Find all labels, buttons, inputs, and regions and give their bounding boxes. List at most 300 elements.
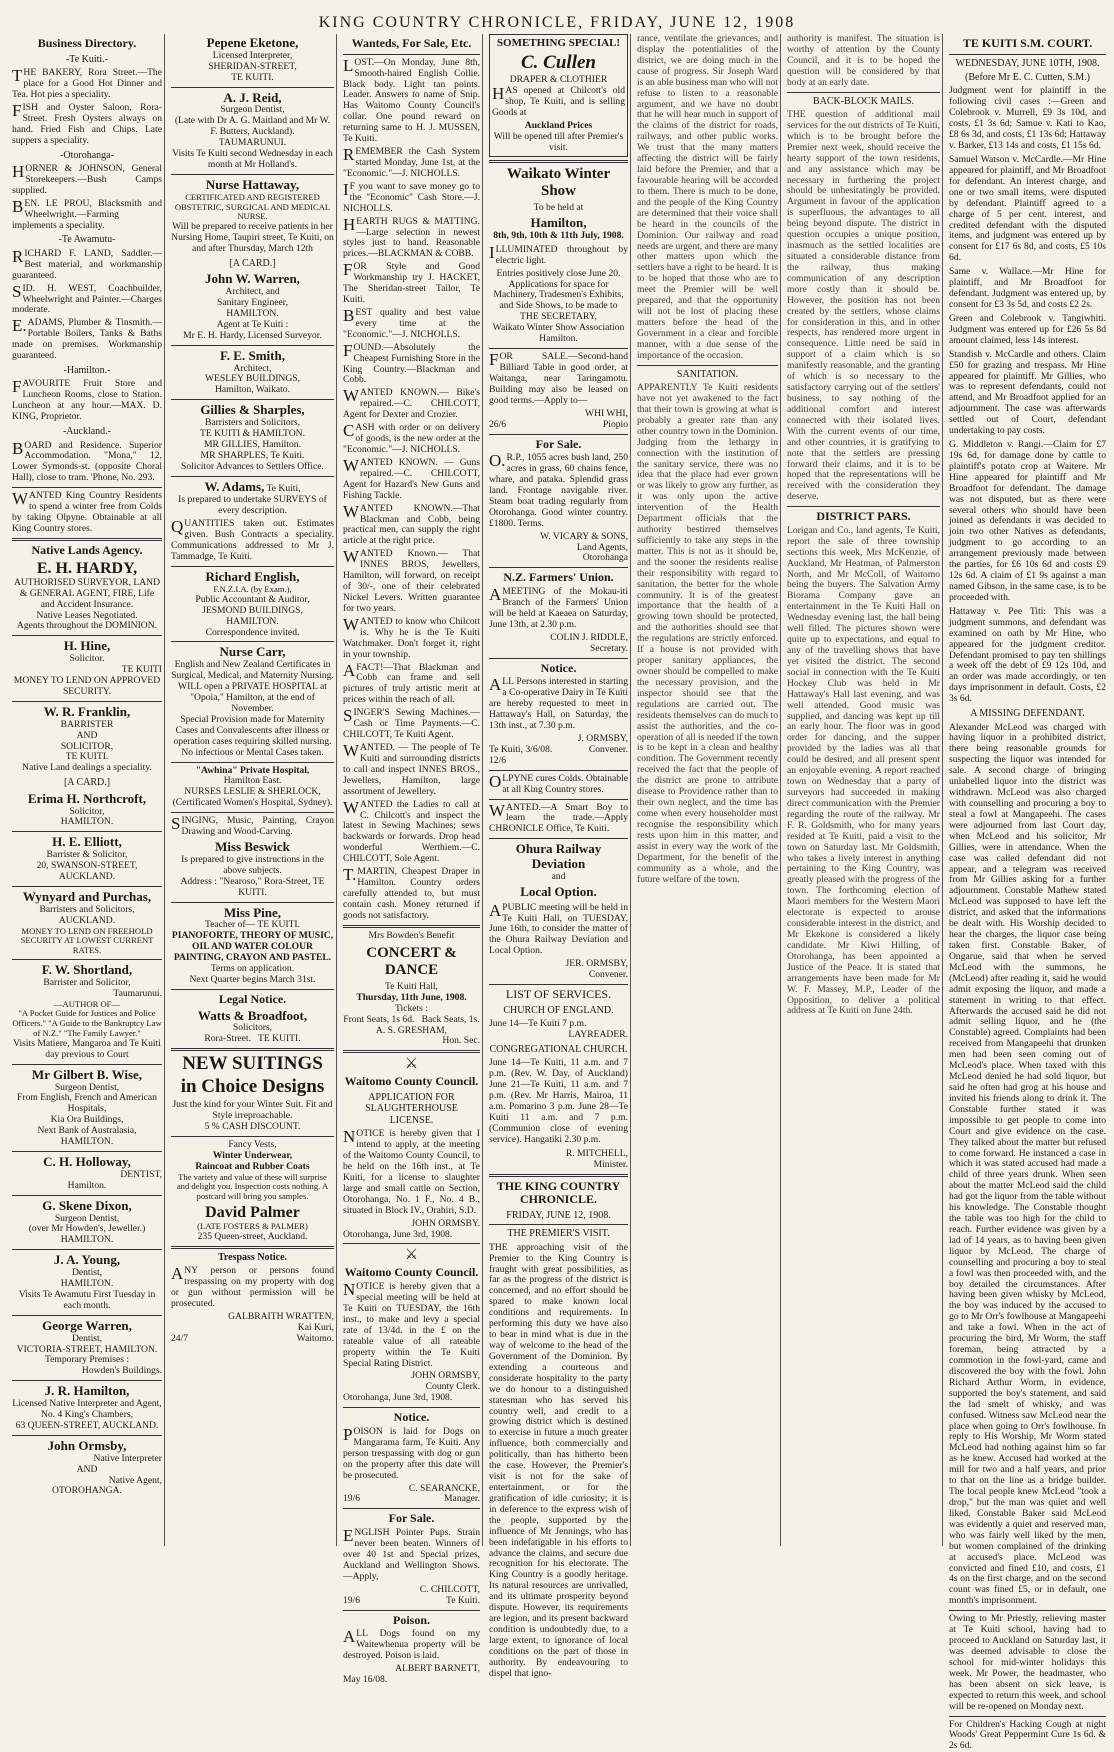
name: Miss Beswick xyxy=(215,839,290,855)
ad: AFACT!—That Blackman and Cobb can frame and sell pictures of truly artistic merit at prices within the reach of all. xyxy=(343,660,480,706)
text: Manager. xyxy=(444,1493,480,1505)
text: Dentist, xyxy=(71,1332,103,1344)
name: J. A. Young, xyxy=(53,1252,121,1268)
text: SOLICITOR, xyxy=(60,740,114,752)
card-english xyxy=(171,570,334,638)
ad: ALL Dogs found on my Waitewhenua property will be destroyed. Poison is laid. xyxy=(343,1627,480,1662)
ad-winter-show xyxy=(489,166,628,242)
text: AND xyxy=(76,1463,98,1475)
text: TE KUITI. xyxy=(231,71,274,83)
ad: WANTED KNOWN.—That Blackman and Cobb, being practical men, can supply the right article at the right price. xyxy=(343,501,480,547)
headline: Local Option. xyxy=(520,883,597,899)
text: June 14—Te Kuiti 7 p.m. xyxy=(489,1018,587,1030)
text: Terms on application. xyxy=(210,963,295,975)
text: TE KUITI xyxy=(121,664,162,676)
coat-of-arms-icon: ⚔ xyxy=(404,1247,419,1264)
text: TAUMARUNUI. xyxy=(218,137,287,149)
card-awhina xyxy=(171,766,334,810)
text: Is prepared to give instructions in the above subjects. xyxy=(181,853,324,876)
name: Watts & Broadfoot, xyxy=(197,1007,308,1023)
article-body: THE approaching visit of the Premier to the King Country is fraught with great possibilities, as far as the progress of the district is concerned, and no effort should be spared to make known local conditions and requirements. In performing this duty we have also to bear in mind what is due in the way of welcome to the head of the Government of the Dominion. By extending a courteous and considerate hospitality to the party we do honour to a distinguished statesman who has served his country well, and credit to a growing district which is destined to exercise in future a much greater influence, both commercially and politically, than has hitherto been the case. However, the Premier's visit is not for the sake of entertainment, or for the gratification of idle curiosity; it is in deference to the express wish of the people, supported by the influence of Mr Jennings, who has been indefatigable in his efforts to advance the claims, and secure due recognition for his electorate. The King Country is a goodly heritage. Its natural resources are unrivalled, and its ultimate prosperity beyond dispute. However, its requirements are legion, and its present backward condition is undoubtedly due, to a large extent, to ignorance of local conditions on the part of those in authority. By endeavouring to dispel that igno- xyxy=(489,1241,628,1679)
text: Waikato Winter Show Association xyxy=(492,322,625,334)
ad: WANTED the Ladies to call at C. Chilcott's and inspect the latest in Sewing Machines; sews backwards or forwards. Drop head wonderful Werthiem.—C. CHILCOTT, Sole Agent. xyxy=(343,797,480,865)
text: Surgeon Dentist, xyxy=(54,1081,120,1093)
text: MONEY TO LEND ON APPROVED SECURITY. xyxy=(13,675,161,697)
card-young xyxy=(12,1253,162,1312)
text: 235 Queen-street, xyxy=(197,1231,266,1243)
text: Visits Te Kuiti second Wednesday in each month at Mr Holland's. xyxy=(172,148,333,170)
card-dixon xyxy=(12,1199,162,1247)
card-reid xyxy=(171,91,334,171)
ad: SID. H. WEST, Coachbuilder, Wheelwright and Painter.—Charges moderate. xyxy=(12,281,162,316)
text: C. CHILCOTT, xyxy=(419,1583,480,1595)
name: F. W. Shortland, xyxy=(41,962,133,977)
text: 19/6 xyxy=(343,1594,361,1606)
card-hattaway xyxy=(171,178,334,255)
text: Convener. xyxy=(588,969,628,981)
section-heading: Wanteds, For Sale, Etc. xyxy=(351,36,472,50)
text: Hamilton. xyxy=(67,1179,107,1191)
text: 8th, 9th, 10th & 11th July, 1908. xyxy=(493,229,624,241)
text: AND xyxy=(76,729,98,741)
text: Kai Kuri, xyxy=(297,1322,334,1334)
card-franklin xyxy=(12,705,162,774)
article-body: Lorigan and Co., land agents, Te Kuiti, report the sale of three township sections this week, Mrs McKenzie, of Auckland, Mr Heatman, of Palmerston North, and Mr McColl, of Waitomo being the buyers. The Salvation Army Biorama Company gave an entertainment in the Te Kuiti Hall on Wednesday evening last, the hall being well filled. The pictures shown were quite up to expectations, and equal to any of the travelling shows that have yet visited the district. The second social in connection with the Te Kuiti Hockey Club was held in Mr Hattaway's Hall last evening, and was well attended. Good music was supplied, and dancing was kept up till an early hour. The floor was in good order for dancing, and the supper provided by the ladies was all that could be desired, and all present spent an enjoyable evening. A report reached town on Wednesday that a party of surveyors had succeeded in making direct communication with the Premier regarding the route of the railway. Mr F. R. Goldsmith, who for many years resided at Te Kuiti, paid a visit to the town on Saturday last. Mr Goldsmith, who takes a lively interest in anything pertaining to the King Country, was greatly pleased with the progress of the town. The forthcoming election of Maori members for the Western Maori electorate is expected to arouse considerable interest in the district, and Mr Ekekone is considered a likely candidate. Mr Kiwi Hilling, of Otorohanga, has been appointed a Justice of the Peace. It is stated that arrangements have been made for Mr W. F. Massey, M.P., Leader of the Opposition, to deliver a political address at Te Kuiti on June 24th. xyxy=(787,524,940,1017)
text: Licensed Interpreter, xyxy=(212,49,293,61)
card-warren xyxy=(12,1319,162,1378)
card-pine xyxy=(171,906,334,986)
text: Visits Matiere, Mangaroa and Te Kuiti day previous to Court xyxy=(13,1037,161,1060)
subheading: APPLICATION FOR SLAUGHTERHOUSE LICENSE. xyxy=(365,1092,458,1126)
text: Visits Te Awamutu First Tuesday in each month. xyxy=(18,1288,156,1311)
text: Native Agent, xyxy=(108,1474,162,1486)
column-cards xyxy=(164,34,334,1546)
text: Solicitor, xyxy=(69,805,105,817)
ad-bowden-benefit xyxy=(343,931,480,1048)
ad: LOST.—On Monday, June 8th, Smooth-haired English Collie. Black body. Light tan points. Leader. Answers to name of Snip. Has Waitomo County Council's collar. One pound reward on returning same to H. J. MUSSEN, Te Kuiti. xyxy=(343,55,480,145)
card-wynyard xyxy=(12,890,162,956)
text: (Certificated Women's Hospital, Sydney). xyxy=(172,797,333,809)
text: WHI WHI, xyxy=(585,407,628,419)
column-news xyxy=(780,34,940,1546)
ad: BOARD and Residence. Superior Accommodation. "Mona," 12, Lower Symonds-st. (opposite Choral Hall), close to tram. 'Phone, No. 293. xyxy=(12,438,162,484)
text: Hamilton East. xyxy=(223,775,282,787)
heading: Waitomo County Council. xyxy=(344,1265,479,1280)
name: Gillies & Sharples, xyxy=(200,402,305,418)
headline: Ohura Railway Deviation xyxy=(515,841,602,872)
text: Back Seats, 1s. xyxy=(421,1013,480,1025)
text: Hamilton. xyxy=(539,333,578,345)
name: David Palmer xyxy=(205,1204,300,1222)
ad: E.ADAMS, Plumber & Tinsmith.—Portable Boilers, Tanks & Baths made on premises. Workmanship guaranteed. xyxy=(12,316,162,362)
card-label: [A CARD.] xyxy=(229,257,276,269)
text: County Clerk. xyxy=(425,1381,480,1393)
ad: RICHARD F. LAND, Saddler.—Best material, and workmanship guaranteed. xyxy=(12,246,162,281)
text: Surgeon Dentist, xyxy=(220,104,285,116)
text: Convener. xyxy=(588,743,628,755)
date: FRIDAY, JUNE 12, 1908. xyxy=(506,1209,611,1221)
ad: BEST quality and best value every time at the "Economic."—J. NICHOLLS. xyxy=(343,305,480,340)
text: Licensed Native Interpreter and Agent, xyxy=(12,1398,162,1410)
text: Agent at Te Kuiti : xyxy=(216,318,289,330)
ad: WANTED KNOWN.— Bike's repaired.—C. CHILCOTT, Agent for Dexter and Crozier. xyxy=(343,386,480,421)
name: Richard English, xyxy=(205,569,300,585)
ad: IF you want to save money go to the "Economic" Cash Store.—J. NICHOLLS. xyxy=(343,179,480,214)
column-business-directory xyxy=(12,34,162,1546)
text: R. MITCHELL, xyxy=(565,1147,628,1159)
text: Applications for space for Machinery, Tradesmen's Exhibits, and Side Shows, to be made to xyxy=(493,278,624,312)
text: Otorohanga, June 3rd, 1908. xyxy=(343,1228,453,1240)
name: G. Skene Dixon, xyxy=(42,1197,132,1213)
text: Land Agents, xyxy=(576,541,628,553)
text: —AUTHOR OF— xyxy=(53,998,121,1009)
text: Waitomo. xyxy=(296,1332,334,1344)
text: Solicitors, xyxy=(232,1022,273,1034)
coat-of-arms-icon: ⚔ xyxy=(404,1056,419,1073)
text: Next Quarter begins March 31st. xyxy=(189,974,316,986)
text: Surgeon Dentist, xyxy=(54,1212,120,1224)
text: The variety and value of these will surprise and delight you. Inspection costs nothing. A postcard will bring you samples. xyxy=(176,1171,329,1202)
text: MONEY TO LEND ON FREEHOLD SECURITY AT LOWEST CURRENT RATES. xyxy=(20,925,154,956)
ad-cullen xyxy=(489,34,628,157)
name: H. Hine, xyxy=(63,638,111,654)
name: C. Cullen xyxy=(521,51,596,73)
article-body: Samuel Watson v. McCardle.—Mr Hine appeared for plaintiff, and Mr Broadfoot for defendant. An interest charge, and one or two small items, were disputed by defendant. Plaintiff agreed to a charge of 5 per cent. interest, and credited defendant with the disputed items, and judgment was entered up by consent for £17 6s 8d, and costs, £5 10s 6d. xyxy=(949,153,1106,264)
text: HAMILTON. xyxy=(60,816,114,828)
heading: Native Lands Agency. xyxy=(31,542,143,557)
text: 19/6 xyxy=(343,1493,361,1505)
text: HAMILTON. xyxy=(60,1136,114,1148)
name: W. R. Franklin, xyxy=(43,703,131,719)
text: DRAPER & CLOTHIER xyxy=(509,74,608,86)
text: Native Interpreter xyxy=(93,1452,162,1464)
card-jw-warren xyxy=(171,272,334,341)
text: Taumarunui. xyxy=(113,987,162,999)
text: HAMILTON. xyxy=(226,615,279,627)
name: Erima H. Northcroft, xyxy=(27,790,147,806)
article-title: SANITATION. xyxy=(676,368,739,380)
text: Barristers and Solicitors, xyxy=(204,417,301,429)
article-body: For Children's Hacking Cough at night Woods' Great Peppermint Cure 1s 6d. & 2s 6d. xyxy=(949,1718,1106,1752)
card-elliott xyxy=(12,835,162,883)
text: Native Land dealings a speciality. xyxy=(22,762,152,774)
date: WEDNESDAY, JUNE 10TH, 1908. xyxy=(955,57,1100,69)
text: Barrister & Solicitor, xyxy=(46,849,128,861)
text: AUCKLAND. xyxy=(58,914,116,926)
ad: T.MARTIN, Cheapest Draper in Hamilton. Country orders carefully attended to, but must contain cash. Money returned if goods not satisfactory. xyxy=(343,865,480,921)
text: No. 4 King's Chambers, xyxy=(40,1409,134,1420)
text: GALBRAITH WRATTEN, xyxy=(228,1311,334,1323)
text: HAMILTON. xyxy=(60,1234,114,1246)
text: Will be prepared to receive patients in her Nursing Home, Taupiri street, Te Kuiti, on and after Thursday, March 12th xyxy=(171,221,334,254)
ad: ALL Persons interested in starting a Co-operative Dairy in Te Kuiti are hereby requested to meet in Hattaway's Hall, on Saturday, the 13th inst., at 7.30 p.m. xyxy=(489,675,628,731)
card-beswick xyxy=(171,840,334,899)
text: CERTIFICATED AND REGISTERED OBSTETRIC, SURGICAL AND MEDICAL NURSE. xyxy=(174,191,331,222)
heading: Legal Notice. xyxy=(218,991,287,1006)
text: SHERIDAN-STREET, xyxy=(208,60,297,72)
card-ormsby xyxy=(12,1439,162,1498)
headline: NEW SUITINGS xyxy=(182,1053,323,1075)
ad: FOUND.—Absolutely the Cheapest Furnishing Store in the King Country.—Blackman and Cobb. xyxy=(343,340,480,386)
headline: SOMETHING SPECIAL! xyxy=(496,37,621,49)
card-hamilton xyxy=(12,1384,162,1432)
text: May 16/08. xyxy=(343,1673,388,1685)
article-body: rance, ventilate the grievances, and display the potentialities of the district, we are doing much in the cause of progress. Sir Joseph Ward is an able business man who will not refuse to listen to a reasonable argument, and we have no doubt that he will hear much in support of the claims of the district for roads, railways, and other public works. We trust that the many matters affecting the district will be fairly laid before the Premier, and that a favourable hearing will be accorded to them. There is much to be done, and the people of the King Country are determined that their voice shall be heard in the councils of the Dominion. Our railway and road needs are urgent, and there are many other matters upon which the settlers have a right to be heard. It is to be hoped that those who are to meet the Premier will be well prepared, and that the opportunity will not be lost of placing these matters before the head of the Government in a clear and forcible manner, with a due sense of the importance of the occasion. xyxy=(637,33,778,361)
text: 12/6 xyxy=(489,754,507,766)
card-gillies xyxy=(171,403,334,472)
town-heading: -Te Awamutu- xyxy=(58,234,116,246)
text: Howden's Buildings. xyxy=(81,1365,162,1377)
heading: For Sale. xyxy=(388,1511,435,1526)
article-title: THE PREMIER'S VISIT. xyxy=(507,1228,610,1240)
text: JESMOND BUILDINGS, xyxy=(202,604,303,616)
text: From English, French and American Hospitals, xyxy=(17,1092,157,1115)
text: THE SECRETARY, xyxy=(520,311,597,323)
ad-palmer xyxy=(171,1054,334,1243)
name: H. E. Elliott, xyxy=(52,834,122,850)
card-carr xyxy=(171,645,334,758)
text: (over Mr Howden's, Jeweller.) xyxy=(28,1223,146,1235)
text: HAMILTON. xyxy=(226,307,279,319)
ad: OLPYNE cures Colds. Obtainable at all King Country stores. xyxy=(489,771,628,795)
ad: O.R.P., 1055 acres bush land, 250 acres in grass, 60 chains fence, whare, and pataka. Splendid grass land. Frontage navigable river. Steam boat trading regularly from Otorohanga. Good winter country. £1800. Terms. xyxy=(489,451,628,529)
text: F.N.Z.I.A. (by Exam.), xyxy=(213,583,292,594)
heading: N.Z. Farmers' Union. xyxy=(503,570,614,585)
article-title: BACK-BLOCK MAILS. xyxy=(812,95,915,107)
text: Is prepared to undertake SURVEYS of every description. xyxy=(178,493,327,516)
name: George Warren, xyxy=(42,1317,132,1333)
article-body: authority is manifest. The situation is worthy of attention by the County Council, and it is to be hoped the question will be considered by that body at an early date. xyxy=(787,33,940,88)
ad: CASH with order or on delivery of goods, is the new order at the "Economic."—J. NICHOLLS. xyxy=(343,421,480,456)
text: Address : "Nearoso," Rora-Street, TE KUITI. xyxy=(180,875,325,898)
text: Correspondence invited. xyxy=(205,626,300,638)
text: and xyxy=(551,870,566,882)
text: Solicitor. xyxy=(69,653,105,665)
ad: HAS opened at Chilcott's old shop, Te Kuiti, and is selling Goods at xyxy=(492,84,625,119)
name: Wynyard and Purchas, xyxy=(22,888,152,904)
article-body: THE question of additional mail services for the out districts of Te Kuiti, which is to be brought before the Premier next week, should receive the hearty support of the town residents, and any assistance which may be necessary in furthering the project should be unhesitatingly be provided. Argument in favour of the application is superfluous, the advantages to all being beyond dispute. The district in question occupies a unique position, inasmuch as the settled localities are situated a considerable distance from the railway, thus making communication of any description more costly than it should be. However, the position has not been created by the settlers, whose claims for consideration in this, and in other respects, has rendered more urgent in consequence. Little need be said in support of a claim which is so manifestly reasonable, and the granting of which is so necessary to the satisfactory carrying out of the settlers' business, to say nothing of the additional comfort and interest connected with their isolated lives. With the current events of our time, and other countries, it is gratifying to note that the settlers are pressing forward their claims, and it is to be hoped that the representations will be received with the consideration they deserve. xyxy=(787,109,940,503)
paper-title: THE KING COUNTRY CHRONICLE. xyxy=(496,1178,621,1207)
text: Just the kind for your Winter Suit. Fit and Style irreproachable. xyxy=(172,1099,333,1122)
text: Piopio xyxy=(602,418,628,430)
article-title: TE KUITI S.M. COURT. xyxy=(962,36,1093,50)
column-ads-editorial xyxy=(482,34,628,1679)
ad: BEN. LE PROU, Blacksmith and Wheelwright.—Farming implements a speciality. xyxy=(12,196,162,231)
text: AUCKLAND. xyxy=(58,871,116,883)
ad: ENGLISH Pointer Pups. Strain never been beaten. Winners of over 40 1st and Special prizes, Auckland and Wellington Shows.—Apply, xyxy=(343,1526,480,1582)
heading: Poison. xyxy=(392,1612,430,1627)
name: Mr Gilbert B. Wise, xyxy=(31,1066,143,1082)
ad: FOR Style and Good Workmanship try J. HACKET, The Sheridan-street Tailor, Te Kuiti. xyxy=(343,260,480,306)
name: A. J. Reid, xyxy=(223,89,282,105)
text: Architect, and xyxy=(225,286,280,298)
ad: FOR SALE.—Second-hand Billiard Table in good order, at Waitanga, near Taringamotu. Building may also be leased on good terms.—Apply to— xyxy=(489,350,628,406)
text: Te Kuiti. xyxy=(446,1594,480,1606)
text: Tickets : xyxy=(395,1002,428,1014)
ad: REMEMBER the Cash System started Monday, June 1st, at the "Economic."—J. NICHOLLS. xyxy=(343,145,480,179)
text: AUTHORISED SURVEYOR, LAND & GENERAL AGENT, FIRE, Life and Accident Insurance. xyxy=(13,576,161,610)
text: Agents throughout the DOMINION. xyxy=(16,620,158,632)
ad-winter-show-details xyxy=(489,269,628,345)
ad: WANTED King Country Residents to spend a winter free from Colds by taking Olpyne. Obtainable at all King Country stores. xyxy=(12,489,162,534)
ad: WANTED KNOWN. — Guns repaired.—C. CHILCOTT, Agent for Hazard's New Guns and Fishing Tackle. xyxy=(343,455,480,501)
heading: For Sale. xyxy=(535,436,582,451)
name: Nurse Hattaway, xyxy=(205,176,300,192)
name: F. E. Smith, xyxy=(220,347,285,363)
column-wanteds xyxy=(336,34,480,1685)
text: To be held at xyxy=(533,202,584,214)
text: Solicitor Advances to Settlers Office. xyxy=(181,460,324,472)
text: ALBERT BARNETT, xyxy=(395,1662,480,1674)
article-body: Hattaway v. Pee Titi: This was a judgment summons, and defendant was examined on oath by Mr Hine, who appeared for the judgment creditor. Defendant promised to pay ten shillings a week off the debt of £9 12s 10d, and an order was made accordingly, or ten days imprisonment in default. Costs, £2 3s 6d. xyxy=(949,605,1106,705)
town-heading: -Te Kuiti.- xyxy=(65,53,109,65)
card-eketone xyxy=(171,36,334,84)
name: E. H. HARDY, xyxy=(36,559,138,577)
text: Architect, xyxy=(233,362,272,374)
text: (LATE FOSTERS & PALMER) xyxy=(197,1221,308,1232)
card-holloway xyxy=(12,1155,162,1192)
ad: ILLUMINATED throughout by electric light. xyxy=(489,242,628,266)
ad: SINGING, Music, Painting, Crayon Drawing and Wood-Carving. xyxy=(171,814,334,838)
text: Hamilton, xyxy=(530,215,587,231)
text: A. S. GRESHAM, xyxy=(375,1024,448,1036)
text: Fancy Vests, xyxy=(228,1138,277,1150)
name: J. R. Hamilton, xyxy=(44,1383,130,1399)
name: C. H. Holloway, xyxy=(43,1154,131,1170)
article-body: Same v. Wallace.—Mr Hine for plaintiff, and Mr Broadfoot for defendant. Judgment was entered up, by consent for £3 3s 5d, and costs £2 2s. xyxy=(949,266,1106,310)
text: OTOROHANGA. xyxy=(52,1485,122,1497)
text: Special Provision made for Maternity Cases and Convalescents after illness or operation cases requiring skilled nursing. xyxy=(173,713,332,747)
column-court xyxy=(942,34,1106,1752)
text: WESLEY BUILDINGS, xyxy=(204,373,301,385)
text: English and New Zealand Certificates in Surgical, Medical, and Maternity Nursing. xyxy=(171,659,334,682)
column-editorial-continued xyxy=(630,34,778,1546)
text: Native Leases Negotiated. xyxy=(36,609,138,621)
section-heading: Business Directory. xyxy=(37,36,137,50)
subheading: A MISSING DEFENDANT. xyxy=(970,708,1085,720)
article-title: DISTRICT PARS. xyxy=(816,509,911,524)
text: MR SHARPLES, Te Kuiti. xyxy=(200,449,305,461)
text: Winter Underwear, xyxy=(212,1149,293,1161)
text: JER. ORMSBY, xyxy=(565,958,628,970)
card-adams xyxy=(171,480,334,517)
text: Rora-Street. xyxy=(204,1033,251,1045)
text: Hon. Sec. xyxy=(442,1035,480,1047)
subheading: (Before Mr E. C. Cutten, S.M.) xyxy=(965,72,1090,84)
masthead: KING COUNTRY CHRONICLE, FRIDAY, JUNE 12, 1908 xyxy=(318,14,796,31)
text: 5 % CASH DISCOUNT. xyxy=(204,1120,301,1132)
text: Auckland. xyxy=(267,1231,308,1243)
ad: NOTICE is hereby given that a special meeting will be held at Te Kuiti on TUESDAY, the 16th inst., to make and levy a special rate of 13/4d. in the £ on the rateable value of all rateable property within the Te Kuiti Special Rating District. xyxy=(343,1280,480,1369)
ad: NOTICE is hereby given that I intend to apply, at the meeting of the Waitomo County Council, to be held on the 16th inst., at Te Kuiti, for a license to slaughter large and small cattle on Section, Otorohanga, No. 1 F., No. 4 B., situated in Block IV., Orahiri, S.D. xyxy=(343,1127,480,1216)
text: COLIN J. RIDDLE, xyxy=(550,631,628,643)
text: W. VICARY & SONS, xyxy=(540,530,628,542)
text: TE KUITI. xyxy=(257,919,301,931)
text: Sanitary Engineer, xyxy=(216,297,288,309)
text: Te Kuiti, xyxy=(266,482,301,494)
text: WILL open a PRIVATE HOSPITAL at "Opoia," Hamilton, at the end of November. xyxy=(178,681,327,714)
text: C. SEARANCKE, xyxy=(408,1482,480,1494)
ad: AMEETING of the Mokau-iti Branch of the Farmers' Union will be held at Kaeaea on Saturday, June 13th, at 2.30 p.m. xyxy=(489,585,628,630)
ad: WANTED.—A Smart Boy to learn the trade.—Apply CHRONICLE Office, Te Kuiti. xyxy=(489,800,628,835)
article-body: Green and Colebrook v. Tangiwhiti. Judgment was entered up for £26 5s 8d amount claimed, less 14s interest. xyxy=(949,312,1106,346)
text: Otorohanga, June 3rd, 1908. xyxy=(343,1392,453,1404)
text: Raincoat and Rubber Coats xyxy=(195,1160,310,1172)
text: Barristers and Solicitors, xyxy=(39,903,135,915)
ad: QUANTITIES taken out. Estimates given. Bush Contracts a speciality. Communications addressed to Mr J. Tammadge, Te Kuiti. xyxy=(171,517,334,563)
card-label: [A CARD.] xyxy=(63,777,111,789)
text: Public Accountant & Auditor, xyxy=(195,593,310,605)
text: JOHN ORMSBY. xyxy=(411,1217,480,1229)
ad: HORNER & JOHNSON, General Storekeepers.—Bush Camps supplied. xyxy=(12,161,162,196)
town-heading: -Auckland.- xyxy=(62,426,112,438)
text: Mrs Bowden's Benefit xyxy=(368,929,455,941)
ad: POISON is laid for Dogs on Mangarama farm, Te Kuiti. Any person trespassing with dog or gun on the property after this date will be prosecuted. xyxy=(343,1424,480,1481)
text: Teacher of— xyxy=(204,919,256,931)
text: TE KUITI. xyxy=(258,1033,301,1045)
heading: Notice. xyxy=(540,660,577,675)
text: Hamilton, Waikato. xyxy=(215,384,290,396)
ad: APUBLIC meeting will be held in Te Kuiti Hall, on TUESDAY, June 16th, to consider the matter of the Ohura Railway Deviation and Local Option. xyxy=(489,900,628,957)
text: Auckland Prices xyxy=(524,120,593,132)
headline: CONCERT & DANCE xyxy=(366,944,457,978)
text: Kia Ora Buildings, xyxy=(50,1114,124,1126)
name: Miss Pine, xyxy=(223,904,282,920)
text: (Late with Dr A. G. Maitland and Mr W. F. Butters, Auckland). xyxy=(174,115,331,138)
heading: LIST OF SERVICES. xyxy=(505,987,612,1002)
heading: Trespass Notice. xyxy=(217,1252,288,1264)
card-northcroft xyxy=(12,792,162,829)
headline: Waikato Winter Show xyxy=(506,165,611,200)
text: BARRISTER xyxy=(60,718,114,730)
card-shortland xyxy=(12,963,162,1061)
text: PIANOFORTE, THEORY OF MUSIC, OIL AND WATER COLOUR PAINTING, CRAYON AND PASTEL. xyxy=(171,930,334,964)
headline: in Choice Designs xyxy=(180,1076,325,1098)
ad: HEARTH RUGS & MATTING.—Large selection in newest styles just to hand. Reasonable prices.—BLACKMAN & COBB. xyxy=(343,214,480,260)
text: 24/7 xyxy=(171,1332,189,1344)
name: Nurse Carr, xyxy=(219,644,286,660)
ad: SINGER'S Sewing Machines.—Cash or Time Payments.—C. CHILCOTT, Te Kuiti Agent. xyxy=(343,706,480,741)
text: HAMILTON. xyxy=(60,1278,114,1289)
text: Thursday, 11th June, 1908. xyxy=(356,991,467,1003)
subheading: CONGREGATIONAL CHURCH. xyxy=(489,1043,628,1055)
ad: WANTED to know who Chilcott is. Why he is the Te Kuiti Watchmaker. Don't forget it, right in your township. xyxy=(343,614,480,660)
card-hardy xyxy=(12,544,162,633)
name: John Ormsby, xyxy=(47,1437,127,1453)
name: Pepene Eketone, xyxy=(206,35,299,50)
text: 63 QUEEN-STREET, AUCKLAND. xyxy=(15,1419,159,1431)
name: John W. Warren, xyxy=(205,271,300,287)
text: Entries positively close June 20. xyxy=(496,267,621,279)
text: TE KUITI. xyxy=(65,751,109,763)
ad: FISH and Oyster Saloon, Rora-Street. Fresh Oysters always on hand. Fried Fish and Chips. Late suppers a speciality. xyxy=(12,100,162,146)
text: Barrister and Solicitor, xyxy=(43,976,131,988)
town-heading: -Hamilton.- xyxy=(63,365,111,377)
text: MR GILLIES, Hamilton. xyxy=(204,438,301,450)
name: "Awhina" Private Hospital, xyxy=(195,764,310,776)
article-body: APPARENTLY Te Kuiti residents have not yet awakened to the fact that their town is growing at what is probably a greater rate than any other country town in the Dominion. Judging from the lethargy in connection with the institution of the sanitary service, there was no idea that the place had ever grown or was likely to grow any further, as it was only upon the active intervention of the Health Department officials that the authority bestirred themselves sufficiently to take any steps in the matter. This is not as it should be, and the sooner the residents realise their responsibility with regard to sanitation, the better for the whole community. It is of the greatest importance that the health of a growing town should be protected, and the authorities should see that the regulations are strictly enforced. If a house is not provided with proper sanitary appliances, the owner should be compelled to make the necessary provision, and the inspector should see that the regulations are carried out. The residents themselves can do much to assist the authorities, and the co-operation of all is needed if the town is to be kept in a clean and healthy condition. The Government recently received the fact that the people of the district are prone to attribute disease to Providence rather than to their own neglect, and the time has come when every householder must recognise the responsibility which rests upon him in this matter, and assist in every way the work of the Department, for the benefit of the community as a whole, and the future welfare of the town. xyxy=(637,382,778,885)
text: Te Kuiti Hall, xyxy=(385,980,438,992)
text: June 14—Te Kuiti, 11 a.m. and 7 p.m. (Rev. W. Day, of Auckland) June 21—Te Kuiti, 11 a.m. and 7 p.m. (Rev. Mr Harris, Mairoa, 11 a.m. Pomarino 3 p.m. June 28—Te Kuiti 11 a.m. and 7 p.m. (Communion close of evening service). Hangatiki 2.30 p.m. xyxy=(489,1057,628,1145)
text: Dentist, xyxy=(71,1267,103,1279)
heading: Notice. xyxy=(393,1410,430,1425)
text: Minister. xyxy=(593,1158,628,1170)
article-body: Alexander McLeod was charged with having liquor in a prohibited district, there being reasonable grounds for suspecting the liquor was intended for sale. A second charge of bringing unlabelled liquor into the district was withdrawn. McLeod was also charged with counselling and procuring a boy to steal a fowl at Mangapeehi. The cases were adjourned from last Court day, when McLeod and his solicitor, Mr Gillies, were in attendance. When the case was called defendant did not appear, and a telegram was received from Mr Gillies asking for a further adjournment. Constable Mathew stated McLeod was supposed to have left the district, and asked that the informations be dealt with. His Worship decided to hear the charges, the liquor case being taken first. Constable Baker, of Ongarue, said that when he served McLeod with the summons, he (McLeod) after reading it, said he would admit exposing the liquor, and made a statement in writing to that effect. Afterwards the accused said he did not admit selling liquor, and he (the Constable) agreed. Complaints had been received from Mangapeehi that drunken men had been seen coming out of McLeod's place. When taxed with this McLeod denied he had sold liquor, but said he often had grog at his house and invited his friends along to drink it. The Constable further stated it was impossible to get people to come into Court and give evidence on the case. They talked about the matter but refused to come forward. He instanced a case in which it was stated accused had made a child of three years drunk. When seen about the matter McLeod said the child had got the liquor from the table without his knowledge. The Constable thought the table was too high for the child to reach. Further evidence was given by a lad of 14 years, as to having been given liquor by McLeod. The charge of counselling and procuring a boy to steal a fowl was then proceeded with, and the boy detailed the circumstances. After having been given whisky by McLeod, the boy was induced by the accused to go to Mr Orr's fowlhouse at Mangapeehi and take a fowl. When in the act of procuring the bird, Mr Worm, the staff foreman, being attracted by a commotion in the fowl-yard, came and discovered the boy with the fowl. John Richard Arthur Worm, in evidence, supported the boy's statement, and said the lad smelt of whisky, and was confused. Witness saw McLeod near the place when going to Orr's fowlhouse. In reply to His Worship, Mr Worm stated McLeod had nothing against him so far as he knew. Accused had worked at the mill for two and a half years, and prior to that on the line as a bridge builder. The local people knew McLeod "took a drop," but the man was quiet and well liked. Constable Baker said McLeod was evidently a quiet and reserved man, who was fairly well liked by the men, but women complained of the drinking at accused's place. McLeod was convicted and fined £10, and costs, £1 4s on the first charge, and on the second count was fined £5, or in default, one month's imprisonment. xyxy=(949,721,1106,1607)
text: Temporary Premises : xyxy=(44,1354,130,1366)
text: TE KUITI & HAMILTON. xyxy=(200,428,305,440)
text: No infectious or Mental Cases taken. xyxy=(181,746,324,758)
text: Next Bank of Australasia, xyxy=(37,1125,137,1137)
